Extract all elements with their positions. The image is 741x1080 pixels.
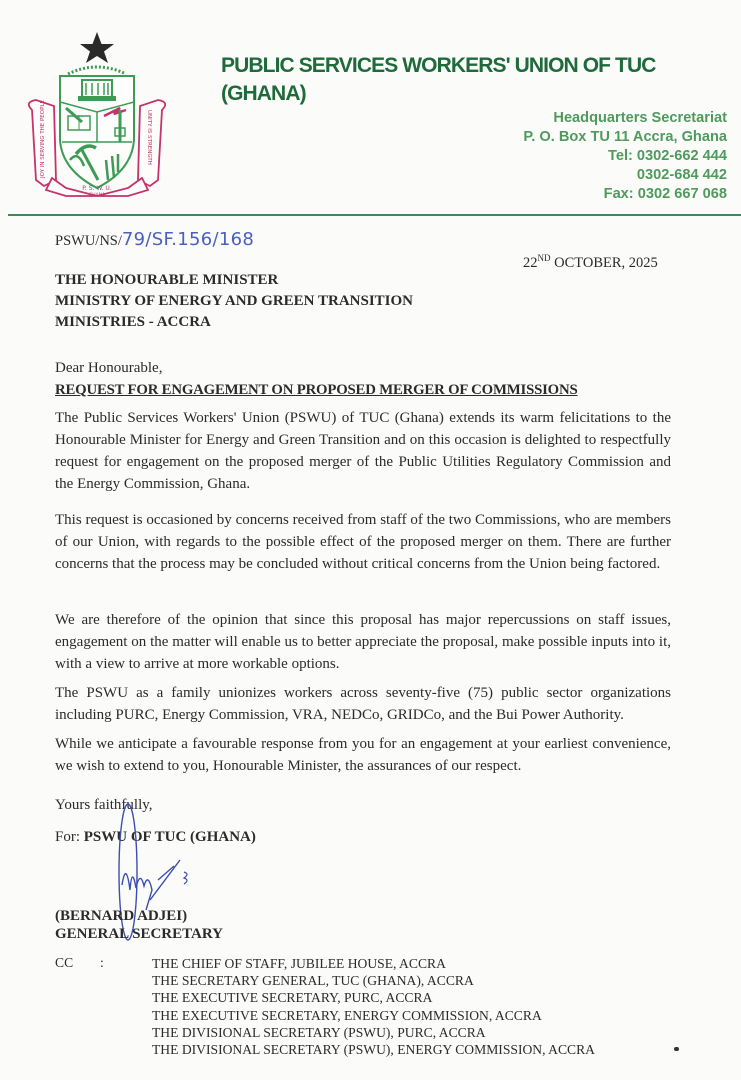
signer-title: GENERAL SECRETARY	[55, 926, 223, 942]
subject-heading: REQUEST FOR ENGAGEMENT ON PROPOSED MERGER OF COMMISSIONS	[55, 382, 578, 398]
hq-line: 0302-684 442	[636, 167, 727, 183]
reference-number	[55, 229, 355, 250]
body-paragraph: While we anticipate a favourable response from you for an engagement at your earliest convenience, we wish to extend to you, Honourable Minister, the assurances of our respect.	[55, 736, 671, 774]
bead-chain	[68, 67, 126, 74]
hq-line: Tel: 0302-662 444	[608, 148, 727, 164]
date-rest: OCTOBER, 2025	[550, 255, 658, 271]
bottom-ribbon-text: P. S. W. U.	[82, 185, 112, 192]
recipient-line: THE HONOURABLE MINISTER	[55, 272, 279, 288]
salutation: Dear Honourable,	[55, 360, 163, 376]
black-star-icon	[80, 32, 114, 63]
signer-name: (BERNARD ADJEI)	[55, 908, 188, 924]
recipient-line: MINISTRIES - ACCRA	[55, 314, 211, 330]
cc-label: CC	[55, 955, 74, 970]
cc-recipient: THE CHIEF OF STAFF, JUBILEE HOUSE, ACCRA	[152, 956, 446, 971]
cc-recipient: THE DIVISIONAL SECRETARY (PSWU), PURC, ACCRA	[152, 1024, 486, 1040]
body-paragraph: The PSWU as a family unionizes workers across seventy-five (75) public sector organizations including PURC, Energy Commission, VRA, NEDCo, GRIDCo, and the Bui Power Authority.	[55, 685, 671, 723]
cc-colon: :	[100, 955, 104, 970]
reference-handwritten: 79/SF.156/168	[121, 229, 255, 250]
right-ribbon-text: UNITY IS STRENGTH	[146, 110, 152, 165]
for-label: For:	[55, 829, 84, 845]
cc-recipients	[152, 955, 672, 1058]
signatory	[55, 907, 355, 943]
headquarters-address	[440, 109, 727, 204]
cc-recipient: THE SECRETARY GENERAL, TUC (GHANA), ACCRA	[152, 973, 474, 989]
cc-recipient: THE DIVISIONAL SECRETARY (PSWU), ENERGY COMMISSION, ACCRA	[152, 1042, 595, 1058]
hq-line: Fax: 0302 667 068	[603, 186, 727, 202]
ink-speck	[674, 1047, 679, 1051]
body-paragraph: This request is occasioned by concerns received from staff of the two Commissions, who are members of our Union, with regards to the possible effect of the proposed merger on them. There are further concerns that the process may be concluded without critical concerns from the Union being factored.	[55, 512, 671, 572]
recipient-line: MINISTRY OF ENERGY AND GREEN TRANSITION	[55, 293, 414, 309]
body-paragraph: The Public Services Workers' Union (PSWU) of TUC (Ghana) extends its warm felicitations to the Honourable Minister for Energy and Green Transition and on this occasion is delighted to respectfully request for engagement on the proposed merger of the Public Utilities Regulatory Commission and the Energy Commission, Ghana.	[55, 410, 671, 492]
hq-line: Headquarters Secretariat	[553, 110, 727, 126]
union-crest-icon	[22, 30, 172, 198]
left-ribbon-text: JOY IN SERVING THE PEOPLE	[40, 100, 46, 178]
hq-line: P. O. Box TU 11 Accra, Ghana	[523, 129, 727, 145]
letterhead-divider	[8, 214, 741, 216]
recipient-address	[55, 270, 555, 333]
date-suffix: ND	[537, 253, 551, 263]
reference-printed: PSWU/NS/	[55, 233, 122, 249]
for-org: PSWU OF TUC (GHANA)	[83, 829, 256, 845]
cc-recipient: THE EXECUTIVE SECRETARY, PURC, ACCRA	[152, 990, 433, 1006]
cc-recipient: THE EXECUTIVE SECRETARY, ENERGY COMMISSION, ACCRA	[152, 1007, 542, 1023]
body-paragraph: We are therefore of the opinion that since this proposal has major repercussions on staff issues, engagement on the matter will enable us to better appreciate the proposal, make possible inputs into it, with a view to arrive at more workable options.	[55, 612, 671, 672]
closing: Yours faithfully,	[55, 797, 153, 813]
bottom-ribbon-subtext: GHANA	[88, 193, 106, 198]
date-day: 22	[523, 255, 538, 271]
organization-name: PUBLIC SERVICES WORKERS' UNION OF TUC (GHANA)	[221, 54, 656, 105]
